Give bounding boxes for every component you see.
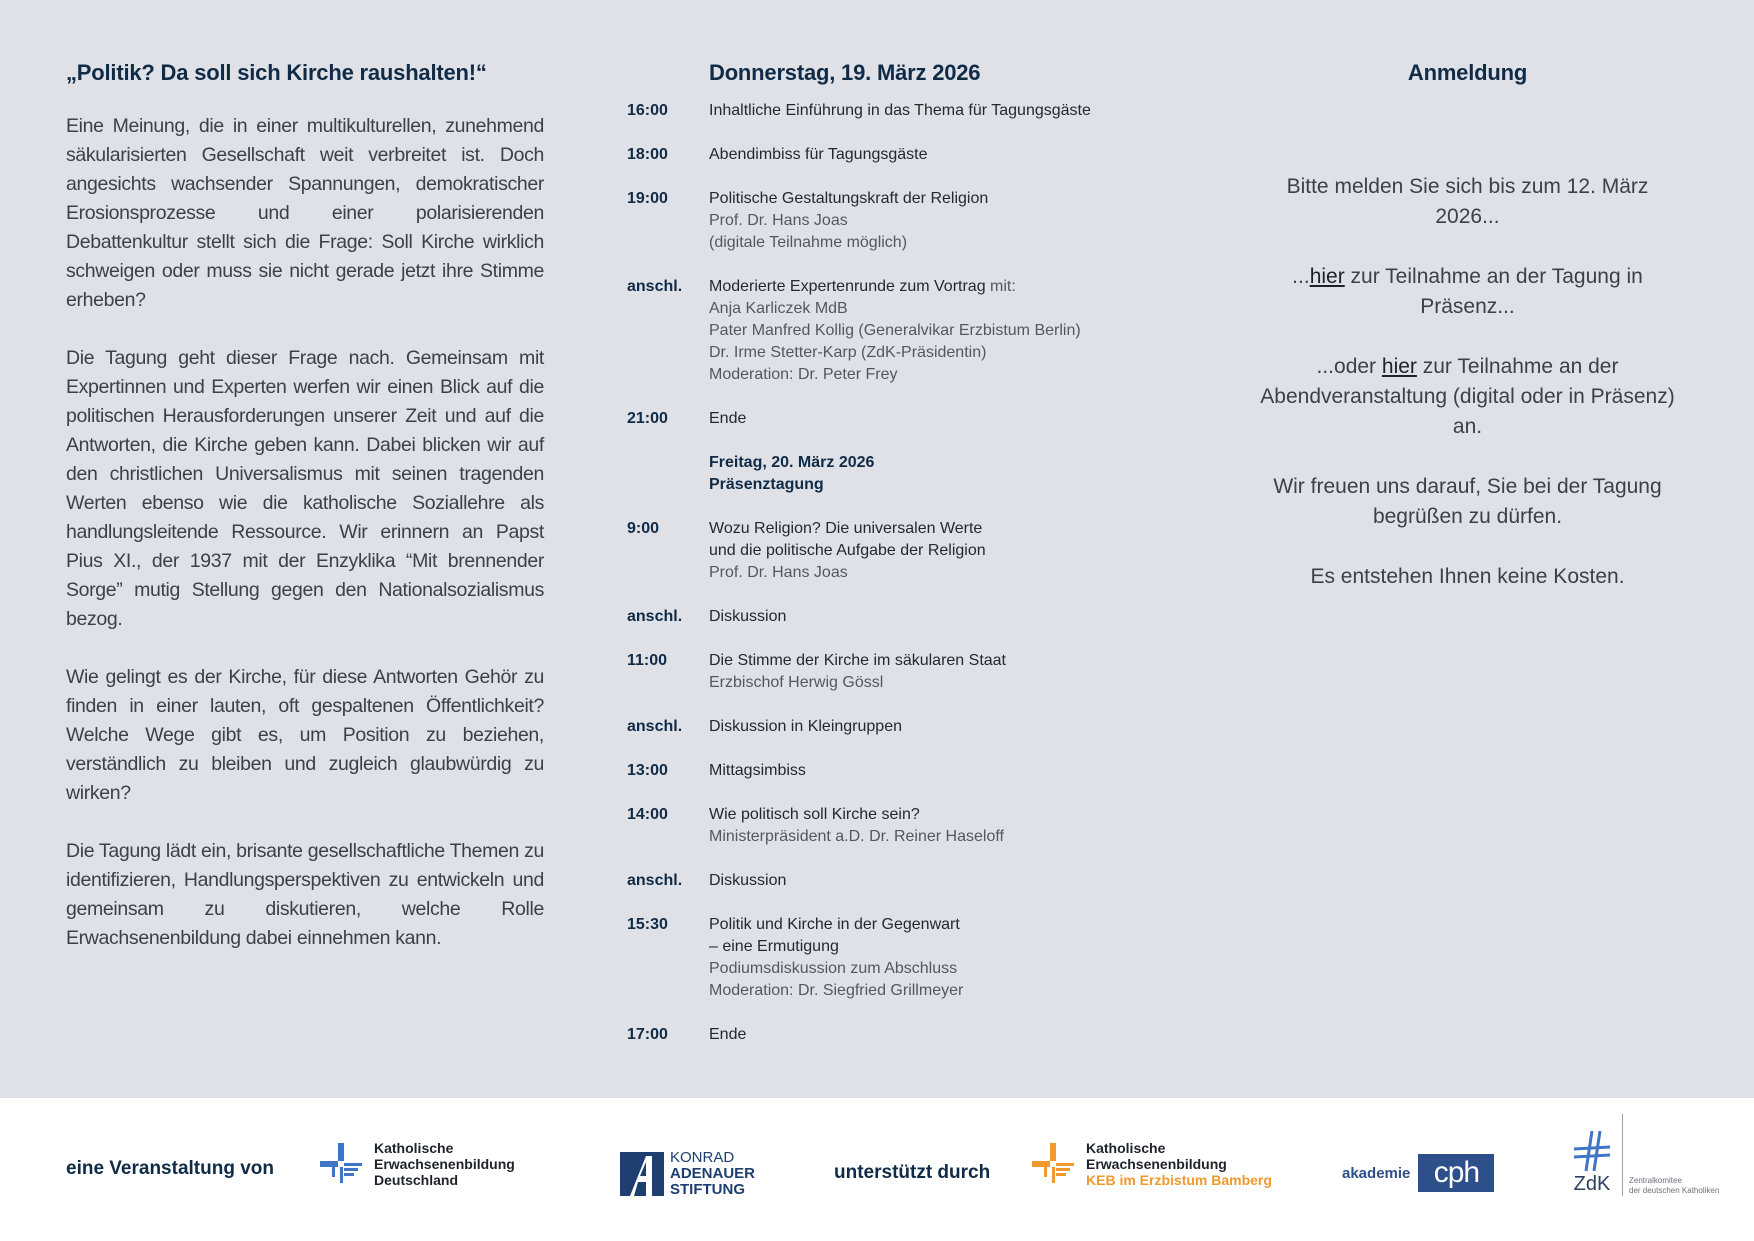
- program-item: [627, 100, 1147, 122]
- keb-deutschland-logo: [318, 1140, 515, 1188]
- program-speaker: Ministerpräsident a.D. Dr. Reiner Haseloff: [709, 828, 1004, 845]
- keb-bamberg-star-icon: [1030, 1141, 1076, 1187]
- program-time: 17:00: [627, 1026, 668, 1043]
- keb-star-icon: [318, 1141, 364, 1187]
- program-time: 16:00: [627, 102, 668, 119]
- intro-paragraph-4: Die Tagung lädt ein, brisante gesellschaftliche Themen zu identifizieren, Handlungsperspektiven zu entwickeln und gemeinsam zu diskutieren, welche Rolle Erwachsenenbildung dabei einnehmen kann.: [66, 840, 544, 949]
- intro-paragraph-1: Eine Meinung, die in einer multikulturellen, zunehmend säkularisierten Gesellschaft weit verbreitet ist. Doch angesichts wachsender Spannungen, demokratischer Erosionsprozesse und einer polarisierenden Debattenkultur stellt sich die Frage: Soll Kirche wirklich schweigen oder muss sie nicht gerade jetzt ihre Stimme erheben?: [66, 115, 544, 311]
- keb-bamberg-logo: [1030, 1140, 1272, 1188]
- program-item: [627, 870, 1147, 892]
- program-title: Abendimbiss für Tagungsgäste: [709, 146, 928, 163]
- program-title: Politische Gestaltungskraft der Religion: [709, 190, 989, 207]
- program-time: 9:00: [627, 520, 660, 537]
- program-item: [627, 1024, 1147, 1046]
- program-speaker: Prof. Dr. Hans Joas: [709, 212, 848, 229]
- friday-format: Präsenztagung: [709, 476, 824, 493]
- program-time: 15:30: [627, 916, 668, 933]
- program-speaker: Pater Manfred Kollig (Generalvikar Erzbistum Berlin): [709, 322, 1081, 339]
- akademie-label: akademie: [1342, 1164, 1411, 1182]
- program-item: [627, 276, 1147, 386]
- program-moderation: Moderation: Dr. Siegfried Grillmeyer: [709, 982, 964, 999]
- program-title: Diskussion: [709, 608, 787, 625]
- program-item: [627, 188, 1147, 254]
- kas-line3: STIFTUNG: [670, 1181, 745, 1198]
- supporter-label: unterstützt durch: [834, 1162, 991, 1183]
- registration-welcome: Wir freuen uns darauf, Sie bei der Tagung begrüßen zu dürfen.: [1273, 475, 1662, 528]
- program-title: Moderierte Expertenrunde zum Vortrag: [709, 278, 986, 295]
- program-item: [627, 408, 1147, 430]
- program-title-suffix: mit:: [985, 278, 1016, 295]
- zdk-wordmark: ZdK: [1573, 1173, 1611, 1195]
- intro-title: „Politik? Da soll sich Kirche raushalten!“: [66, 60, 487, 85]
- program-column: [627, 60, 1147, 1068]
- program-item: [627, 716, 1147, 738]
- program-time: anschl.: [627, 608, 683, 625]
- program-title: Inhaltliche Einführung in das Thema für Tagungsgäste: [709, 102, 1091, 119]
- program-item: [627, 914, 1147, 1002]
- program-item: [627, 760, 1147, 782]
- keb-bamberg-line1: Katholische: [1086, 1140, 1166, 1156]
- akademie-cph-logo: [1342, 1154, 1494, 1192]
- program-title: und die politische Aufgabe der Religion: [709, 542, 986, 559]
- program-item: [627, 606, 1147, 628]
- registration-cost-note: Es entstehen Ihnen keine Kosten.: [1310, 565, 1625, 588]
- program-title: Wozu Religion? Die universalen Werte: [709, 520, 983, 537]
- text-prefix: ...oder: [1316, 355, 1382, 378]
- program-time: 11:00: [627, 652, 668, 669]
- organizer-label: eine Veranstaltung von: [66, 1158, 274, 1179]
- footer: [0, 1098, 1754, 1241]
- intro-paragraph-3: Wie gelingt es der Kirche, für diese Antworten Gehör zu finden in einer lauten, oft gespaltenen Öffentlichkeit? Welche Wege gibt es, um Position zu beziehen, verständlich zu bleiben und zugleich glaubwürdig zu wirken?: [66, 666, 544, 804]
- program-title: Diskussion in Kleingruppen: [709, 718, 902, 735]
- friday-date: Freitag, 20. März 2026: [709, 454, 875, 471]
- program-time: 19:00: [627, 190, 668, 207]
- register-evening-link[interactable]: hier: [1381, 355, 1417, 378]
- registration-option-evening: [1260, 352, 1675, 442]
- registration-column: [1260, 60, 1675, 622]
- intro-paragraph-2: Die Tagung geht dieser Frage nach. Gemeinsam mit Expertinnen und Experten werfen wir einen Blick auf die politischen Herausforderungen unserer Zeit und auf die Antworten, die Kirche geben kann. Dabei blicken wir auf den christlichen Universalismus mit seinen tragenden Werten ebenso wie die katholische Soziallehre als handlungsleitende Ressource. Wir erinnern an Papst Pius XI., der 1937 mit der Enzyklika “Mit brennender Sorge” mutig Stellung gegen den Nationalsozialismus bezog.: [66, 347, 544, 630]
- program-time: 21:00: [627, 410, 668, 427]
- program-time: 18:00: [627, 146, 668, 163]
- zdk-line2: der deutschen Katholiken: [1629, 1186, 1720, 1195]
- zdk-logo: [1572, 1114, 1719, 1196]
- keb-de-line3: Deutschland: [374, 1172, 459, 1188]
- program-speaker: Dr. Irme Stetter-Karp (ZdK-Präsidentin): [709, 344, 987, 361]
- registration-deadline: Bitte melden Sie sich bis zum 12. März 2026...: [1286, 175, 1649, 228]
- kas-line1: KONRAD: [670, 1149, 735, 1166]
- kas-a-icon: [620, 1152, 664, 1196]
- program-time: anschl.: [627, 872, 683, 889]
- program-note: (digitale Teilnahme möglich): [709, 234, 908, 251]
- text-suffix: zur Teilnahme an der Tagung in Präsenz...: [1344, 265, 1643, 318]
- registration-option-presence: [1260, 262, 1675, 322]
- program-format: Podiumsdiskussion zum Abschluss: [709, 960, 958, 977]
- program-title: Ende: [709, 410, 747, 427]
- intro-column: [66, 60, 544, 982]
- program-title: Wie politisch soll Kirche sein?: [709, 806, 920, 823]
- program-title: Mittagsimbiss: [709, 762, 806, 779]
- program-day-heading-friday: [627, 452, 1147, 496]
- program-item: [627, 518, 1147, 584]
- program-item: [627, 650, 1147, 694]
- program-title: – eine Ermutigung: [709, 938, 839, 955]
- program-moderation: Moderation: Dr. Peter Frey: [709, 366, 898, 383]
- cph-mark: cph: [1418, 1154, 1494, 1192]
- program-time: 13:00: [627, 762, 668, 779]
- zdk-cross-icon: [1572, 1129, 1612, 1173]
- program-speaker: Erzbischof Herwig Gössl: [709, 674, 884, 691]
- registration-heading: Anmeldung: [1407, 60, 1528, 85]
- program-heading-thursday: Donnerstag, 19. März 2026: [709, 60, 981, 85]
- program-time: anschl.: [627, 718, 683, 735]
- program-time: anschl.: [627, 278, 683, 295]
- program-item: [627, 144, 1147, 166]
- register-presence-link[interactable]: hier: [1309, 265, 1345, 288]
- zdk-line1: Zentralkomitee: [1629, 1176, 1682, 1185]
- keb-de-line2: Erwachsenenbildung: [374, 1156, 515, 1172]
- program-title: Politik und Kirche in der Gegenwart: [709, 916, 960, 933]
- text-prefix: ...: [1292, 265, 1310, 288]
- program-speaker: Prof. Dr. Hans Joas: [709, 564, 848, 581]
- program-time: 14:00: [627, 806, 668, 823]
- text-suffix: zur Teilnahme an der Abendveranstaltung (digital oder in Präsenz) an.: [1260, 355, 1675, 438]
- program-speaker: Anja Karliczek MdB: [709, 300, 848, 317]
- keb-de-line1: Katholische: [374, 1140, 454, 1156]
- kas-logo: [620, 1150, 755, 1198]
- program-item: [627, 804, 1147, 848]
- kas-line2: ADENAUER: [670, 1165, 756, 1182]
- keb-bamberg-line2: Erwachsenenbildung: [1086, 1156, 1227, 1172]
- keb-bamberg-line3: KEB im Erzbistum Bamberg: [1086, 1172, 1272, 1188]
- program-title: Diskussion: [709, 872, 787, 889]
- program-title: Die Stimme der Kirche im säkularen Staat: [709, 652, 1006, 669]
- program-title: Ende: [709, 1026, 747, 1043]
